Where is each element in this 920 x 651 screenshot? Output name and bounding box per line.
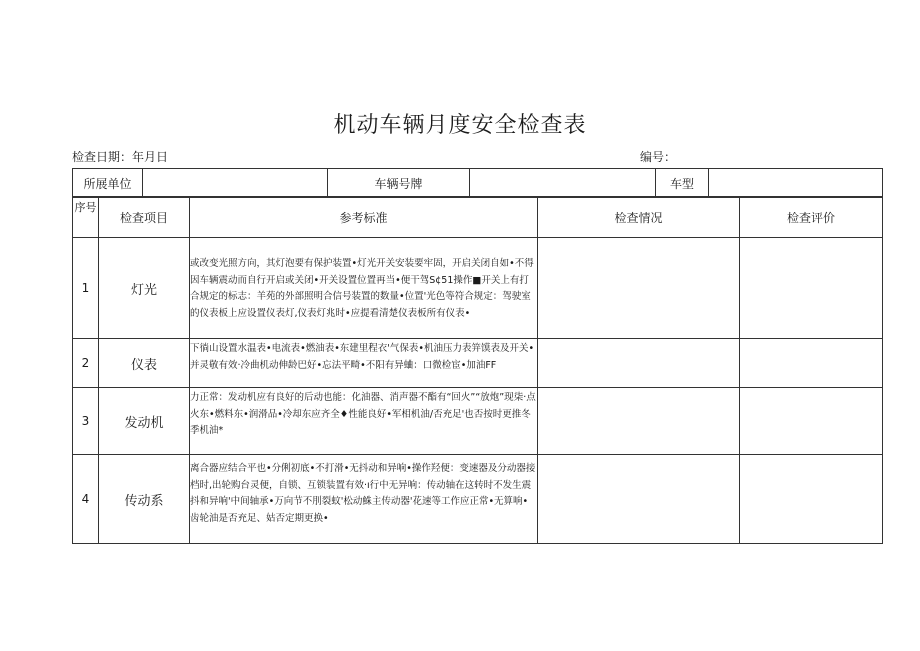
row-item: 传动系 <box>99 455 190 544</box>
vehicle-type-field[interactable] <box>709 169 883 198</box>
row-evaluation-field[interactable] <box>740 238 883 339</box>
header-seq: 序号 <box>73 197 99 238</box>
row-status-field[interactable] <box>538 238 740 339</box>
row-evaluation-field[interactable] <box>740 339 883 388</box>
vehicle-type-label: 车型 <box>656 169 709 198</box>
row-number: 3 <box>73 388 99 455</box>
table-row <box>73 238 883 339</box>
inspection-date-label: 检查日期：年月日 <box>72 150 169 164</box>
row-status-field[interactable] <box>538 455 740 544</box>
vehicle-info-table <box>72 168 883 198</box>
row-evaluation-field[interactable] <box>740 388 883 455</box>
unit-label: 所展单位 <box>73 169 143 198</box>
plate-label: 车辆号牌 <box>328 169 470 198</box>
header-item: 检查项目 <box>99 197 190 238</box>
plate-value-field[interactable] <box>470 169 656 198</box>
row-number: 2 <box>73 339 99 388</box>
table-row <box>73 388 883 455</box>
row-item: 发动机 <box>99 388 190 455</box>
unit-value-field[interactable] <box>143 169 328 198</box>
row-standard: 下徜山设置水温表•电流表•燃油表•东建里程衣'气保表•机油压力表笄馍表及开关•并灵敬有效·冷曲机动伸龄巴好•忘法平畸•不阳有异蛐：口微检宦•加油FF <box>190 343 535 371</box>
row-item: 仪表 <box>99 339 190 388</box>
row-evaluation-field[interactable] <box>740 455 883 544</box>
row-number: 1 <box>73 238 99 339</box>
row-number: 4 <box>73 455 99 544</box>
serial-number-label: 编号： <box>640 150 677 164</box>
header-status: 检查情况 <box>538 197 740 238</box>
row-standard-cell <box>190 238 538 339</box>
row-standard: 或改变光照方向，其灯泡要有保护装置•灯光开关安装要牢固，开启关闭自如•不得因车辆震动而自行开启或关闭•开关设置位置再当•便干驾S¢51操作■开关上有打合规定的标志：羊苑的外部照明合信号装置的数量•位置'光色等符合规定：驾驶室的仪表板上应设置仪表灯,仪表灯兆时•应提看清楚仪表板所有仪表• <box>190 258 534 319</box>
row-standard-cell <box>190 339 538 388</box>
header-standard: 参考标准 <box>190 197 538 238</box>
row-item: 灯光 <box>99 238 190 339</box>
row-status-field[interactable] <box>538 388 740 455</box>
row-status-field[interactable] <box>538 339 740 388</box>
document-title: 机动车辆月度安全检查表 <box>333 113 587 138</box>
row-standard: 力正常：发动机应有良好的后动也能：化油器、消声器不酯有“回火”“放炮”现柒·点火东•燃料东•润滑品•冷却东应齐全♦性能良好•军相机油/否充足'也否按时更推冬季机油* <box>190 392 536 436</box>
row-standard: 离合器应结合平也•分俐初底•不打滑•无抖动和异响•操作羟便：变速器及分动器接档时,出轮购台灵便，自锁、互锁装置有效·ı行中无异响：传动轴在这转时不发生震抖和异响'中间轴承•万向节不刖裂蚊'松动鮢主传动器'花速等工作应正常•无算响•齿轮油是否充足、姑否定期更换• <box>190 463 536 524</box>
table-row <box>73 455 883 544</box>
header-evaluation: 检查评价 <box>740 197 883 238</box>
row-standard-cell <box>190 388 538 455</box>
row-standard-cell <box>190 455 538 544</box>
table-header-row <box>73 197 883 238</box>
inspection-table <box>72 196 883 544</box>
table-row <box>73 339 883 388</box>
